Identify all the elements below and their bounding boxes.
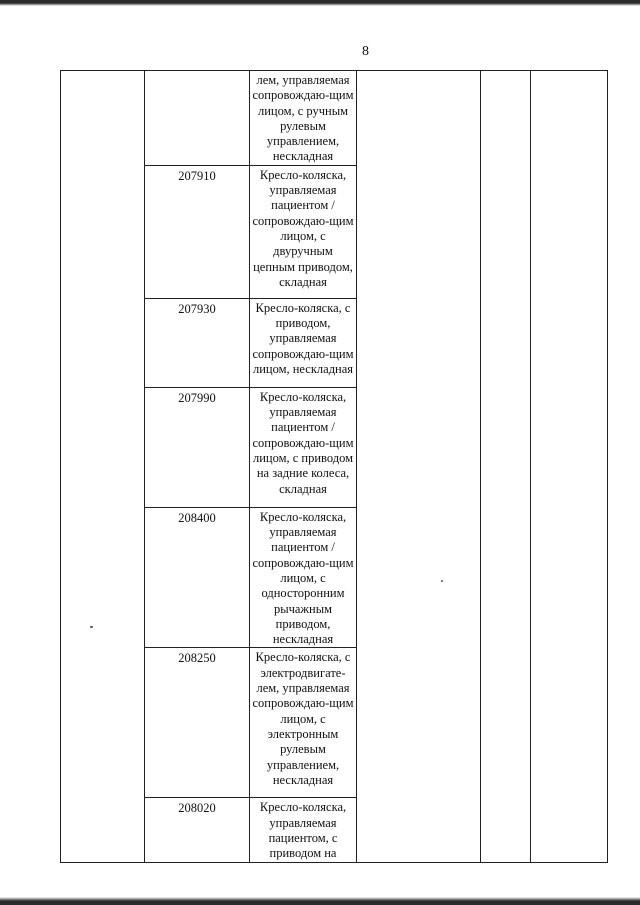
code-cell: 208400 [145,507,250,648]
description-cell: лем, управляемая сопровождаю-щим лицом, с ручным рулевым управлением, нескладная [250,71,357,166]
empty-cell [481,71,531,863]
code-cell [145,71,250,166]
description-cell: Кресло-коляска, управляемая пациентом /сопровождаю-щим лицом, с двуручным цепным приводом, складная [250,165,357,298]
code-cell: 207910 [145,165,250,298]
document-table [60,70,608,863]
empty-cell [357,71,481,863]
code-cell: 207990 [145,387,250,507]
row-number-cell [61,71,145,863]
code-cell: 207930 [145,298,250,387]
scan-edge-top [0,0,640,6]
code-cell: 208250 [145,648,250,798]
page-number: 8 [362,44,369,59]
empty-cell [531,71,608,863]
scan-edge-bottom [0,897,640,905]
description-cell: Кресло-коляска, управляемая пациентом, с приводом на [250,798,357,862]
description-cell: Кресло-коляска, управляемая пациентом /сопровождаю-щим лицом, с приводом на задние колеса, складная [250,387,357,507]
description-cell: Кресло-коляска, с электродвигате-лем, управляемая сопровождаю-щим лицом, с электронным рулевым управлением, нескладная [250,648,357,798]
code-cell: 208020 [145,798,250,862]
scan-speck [90,626,93,628]
table-row [61,71,608,166]
description-cell: Кресло-коляска, с приводом, управляемая сопровождаю-щим лицом, нескладная [250,298,357,387]
description-cell: Кресло-коляска, управляемая пациентом /сопровождаю-щим лицом, с односторонним рычажным приводом, нескладная [250,507,357,648]
scan-speck [441,580,443,582]
